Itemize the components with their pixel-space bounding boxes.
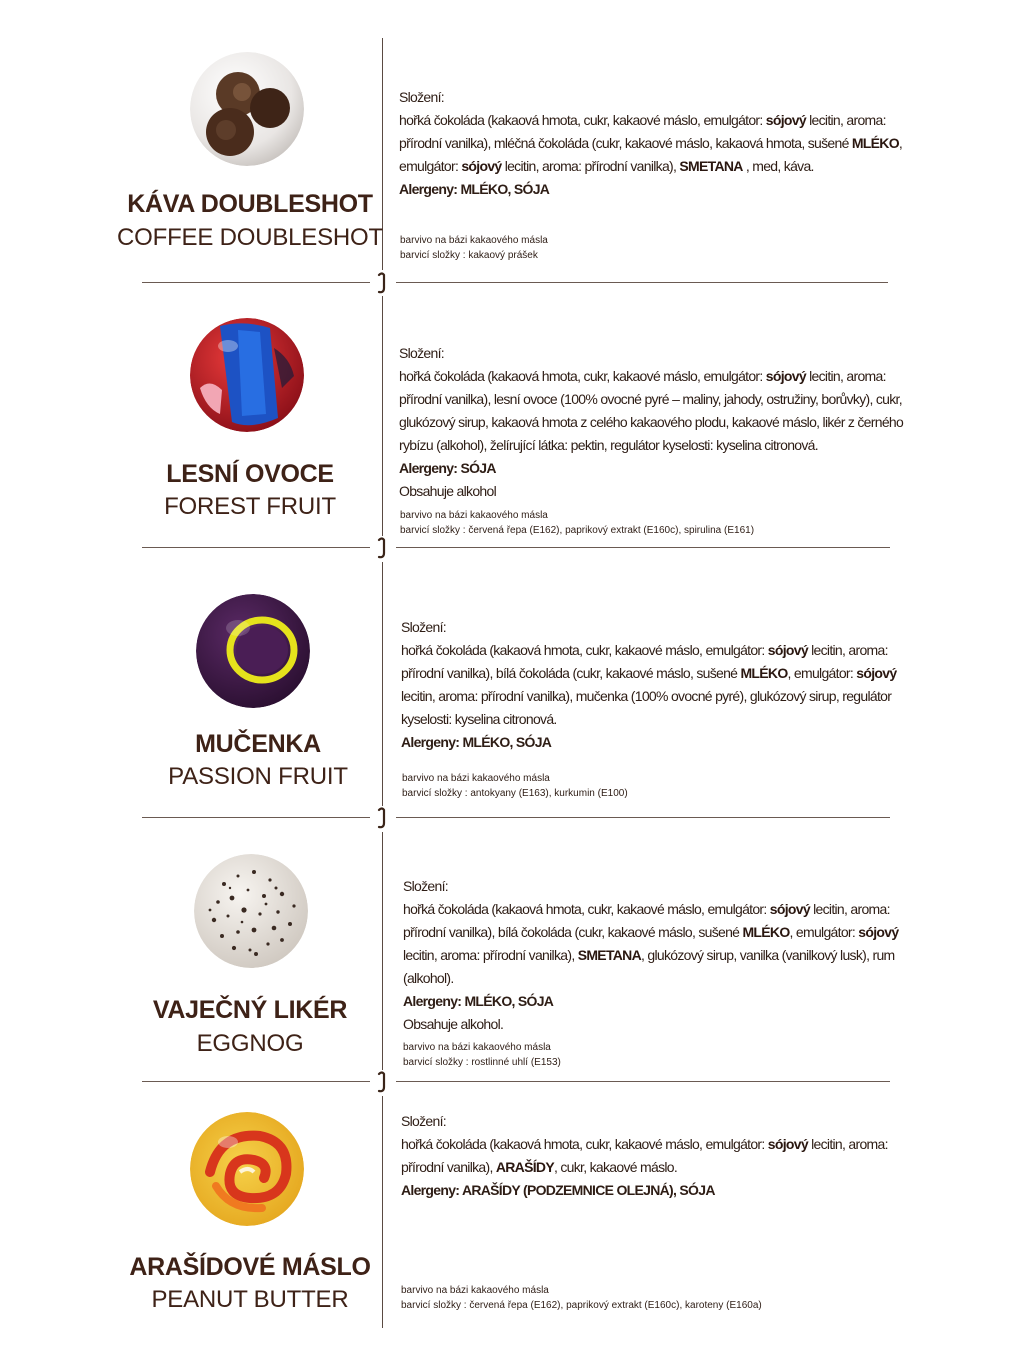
brand-mark-icon	[376, 1071, 390, 1093]
section-divider	[142, 282, 370, 283]
product-name-en: PEANUT BUTTER	[151, 1286, 349, 1313]
colorant-base: barvivo na bázi kakaového másla	[401, 1285, 549, 1296]
passion-fruit-bonbon-image	[196, 594, 310, 708]
product-name-cz: VAJEČNÝ LIKÉR	[152, 996, 348, 1024]
ingredients-block	[399, 86, 929, 201]
allergens-text: Alergeny: MLÉKO, SÓJA	[399, 181, 550, 197]
product-name-en: FOREST FRUIT	[164, 493, 336, 520]
product-name-cz: KÁVA DOUBLESHOT	[127, 190, 373, 218]
coffee-bonbon-image	[190, 52, 304, 166]
section-divider	[142, 817, 370, 818]
colorant-components: barvicí složky : rostlinné uhlí (E153)	[403, 1057, 561, 1068]
section-divider	[396, 547, 890, 548]
section-divider	[396, 282, 888, 283]
allergens-text: Alergeny: MLÉKO, SÓJA	[401, 734, 552, 750]
product-name-cz: ARAŠÍDOVÉ MÁSLO	[129, 1253, 371, 1281]
allergens-text: Alergeny: ARAŠÍDY (PODZEMNICE OLEJNÁ), SÓJA	[401, 1182, 715, 1198]
colorant-info	[403, 1040, 923, 1070]
section-divider	[396, 817, 890, 818]
colorant-components: barvicí složky : červená řepa (E162), paprikový extrakt (E160c), karoteny (E160a)	[401, 1300, 762, 1311]
section-divider	[142, 1081, 370, 1082]
ingredients-label: Složení:	[399, 345, 444, 361]
colorant-base: barvivo na bázi kakaového másla	[400, 235, 548, 246]
forest-fruit-bonbon-image	[190, 318, 304, 432]
ingredients-text: hořká čokoláda (kakaová hmota, cukr, kakaové máslo, emulgátor: sójový lecitin, aroma: přírodní vanilka), mléčná čokoláda (cukr, kakaové máslo, kakaová hmota, sušené MLÉKO, emulgátor: sójový lecitin, aroma: přírodní vanilka), SMETANA , med, káva.	[399, 112, 903, 174]
ingredients-label: Složení:	[403, 878, 448, 894]
colorant-info	[400, 233, 920, 263]
ingredients-block	[399, 342, 929, 503]
brand-mark-icon	[376, 807, 390, 829]
product-name-cz: LESNÍ OVOCE	[166, 460, 334, 488]
colorant-info	[401, 1283, 921, 1313]
colorant-base: barvivo na bázi kakaového másla	[403, 1042, 551, 1053]
allergens-text: Alergeny: SÓJA	[399, 460, 496, 476]
brand-mark-icon	[376, 537, 390, 559]
product-name-en: PASSION FRUIT	[168, 763, 348, 790]
alcohol-note: Obsahuje alkohol	[399, 483, 496, 499]
section-divider	[142, 547, 370, 548]
ingredients-text: hořká čokoláda (kakaová hmota, cukr, kakaové máslo, emulgátor: sójový lecitin, aroma: přírodní vanilka), bílá čokoláda (cukr, kakaové máslo, sušené MLÉKO, emulgátor: sójový lecitin, aroma: přírodní vanilka), mučenka (100% ovocné pyré), glukózový sirup, regulátor kyselosti: kyselina citronová.	[401, 642, 897, 727]
ingredients-block	[401, 1110, 931, 1202]
section-divider	[396, 1081, 890, 1082]
product-name-en: EGGNOG	[196, 1030, 304, 1057]
ingredients-label: Složení:	[401, 1113, 446, 1129]
ingredients-block	[401, 616, 931, 754]
colorant-components: barvicí složky : antokyany (E163), kurkumin (E100)	[402, 788, 628, 799]
ingredients-text: hořká čokoláda (kakaová hmota, cukr, kakaové máslo, emulgátor: sójový lecitin, aroma: přírodní vanilka), bílá čokoláda (cukr, kakaové máslo, sušené MLÉKO, emulgátor: sójový lecitin, aroma: přírodní vanilka), SMETANA, glukózový sirup, vanilka (vanilkový lusk), rum (alkohol).	[403, 901, 899, 986]
ingredients-label: Složení:	[399, 89, 444, 105]
alcohol-note: Obsahuje alkohol.	[403, 1016, 504, 1032]
ingredients-text: hořká čokoláda (kakaová hmota, cukr, kakaové máslo, emulgátor: sójový lecitin, aroma: přírodní vanilka), ARAŠÍDY, cukr, kakaové máslo.	[401, 1136, 888, 1175]
peanut-butter-bonbon-image	[190, 1112, 304, 1226]
colorant-base: barvivo na bázi kakaového másla	[402, 773, 550, 784]
allergens-text: Alergeny: MLÉKO, SÓJA	[403, 993, 554, 1009]
product-name-en: COFFEE DOUBLESHOT	[117, 224, 383, 251]
colorant-base: barvivo na bázi kakaového másla	[400, 510, 548, 521]
eggnog-bonbon-image	[194, 854, 308, 968]
ingredients-label: Složení:	[401, 619, 446, 635]
colorant-info	[400, 508, 920, 538]
product-name-cz: MUČENKA	[195, 730, 321, 758]
colorant-components: barvicí složky : kakaový prášek	[400, 250, 538, 261]
brand-mark-icon	[376, 272, 390, 294]
colorant-components: barvicí složky : červená řepa (E162), paprikový extrakt (E160c), spirulina (E161)	[400, 525, 755, 536]
ingredients-block	[403, 875, 933, 1036]
colorant-info	[402, 771, 922, 801]
ingredients-text: hořká čokoláda (kakaová hmota, cukr, kakaové máslo, emulgátor: sójový lecitin, aroma: přírodní vanilka), lesní ovoce (100% ovocné pyré – maliny, jahody, ostružiny, borůvky), cukr, glukózový sirup, kakaová hmota z celého kakaového plodu, kakaové máslo, likér z černého rybízu (alkohol), želírující látka: pektin, regulátor kyselosti: kyselina citronová.	[399, 368, 904, 453]
